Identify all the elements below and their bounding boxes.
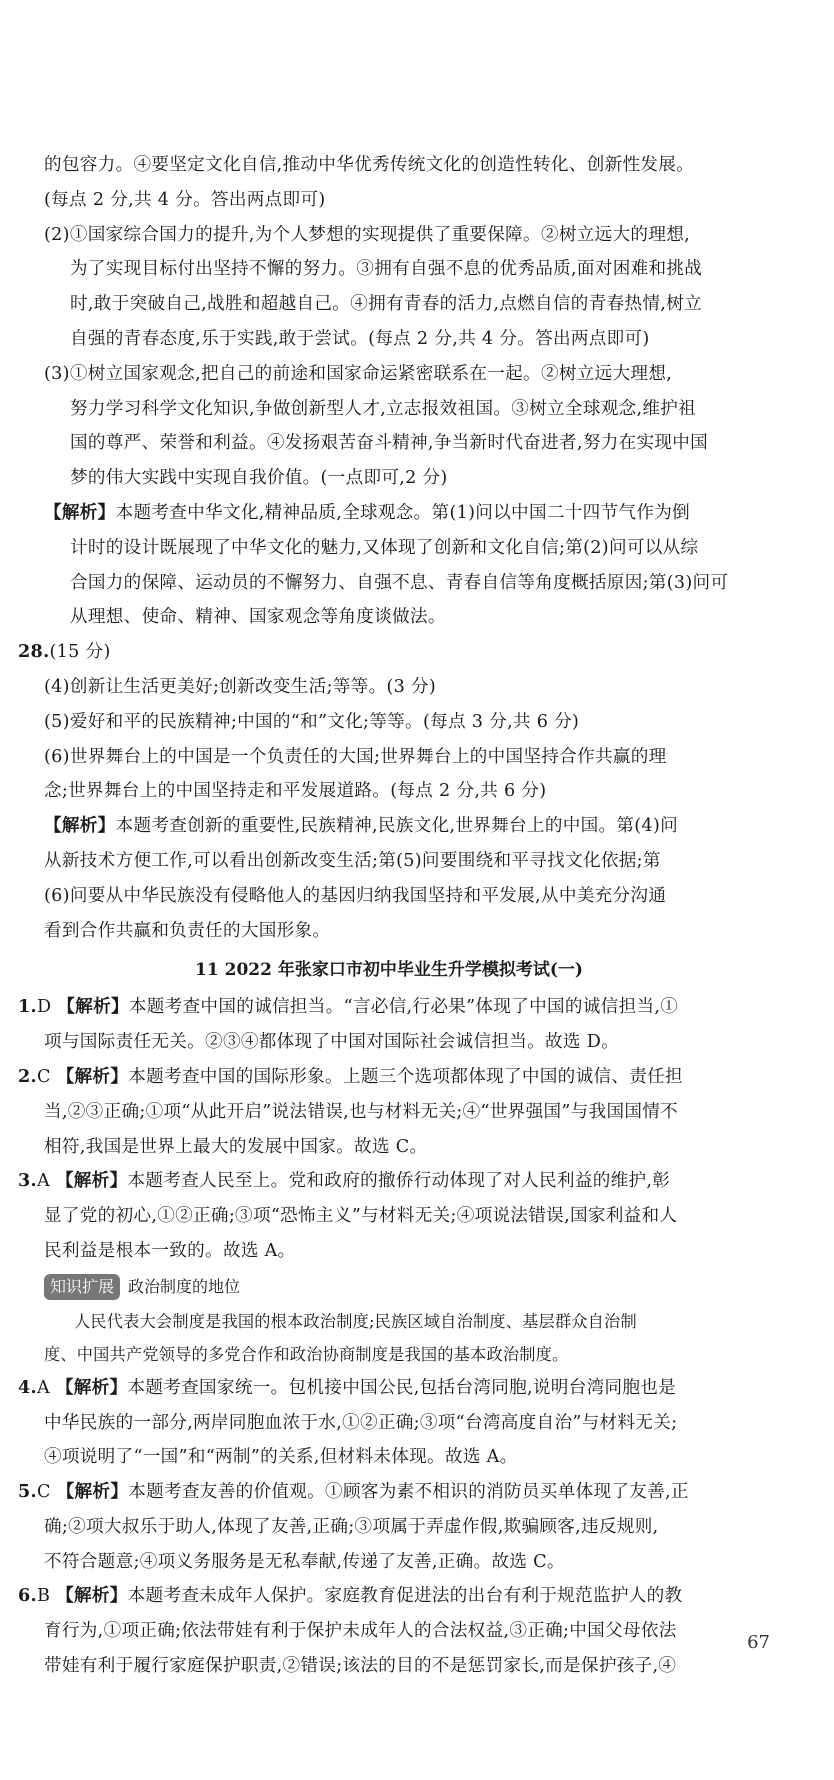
answer-item [18, 990, 734, 1025]
answer-item [18, 1371, 734, 1406]
answer-number: 6. [18, 1585, 37, 1607]
text-line: 的包容力。④要坚定文化自信,推动中华优秀传统文化的创造性转化、创新性发展。 [44, 155, 695, 175]
answer-choice: B [36, 1586, 51, 1607]
analysis-text: 本题考查国家统一。包机接中国公民,包括台湾同胞,说明台湾同胞也是 [127, 1377, 677, 1398]
text-line: 相符,我国是世界上最大的发展中国家。故选 C。 [44, 1136, 428, 1157]
text-line: 带娃有利于履行家庭保护职责,②错误;该法的目的不是惩罚家长,而是保护孩子,④ [44, 1656, 677, 1677]
text-line: 不符合题意;④项义务服务是无私奉献,传递了友善,正确。故选 C。 [44, 1551, 565, 1572]
text-line: (6)世界舞台上的中国是一个负责任的大国;世界舞台上的中国坚持合作共赢的理 [44, 746, 667, 767]
text-line: 时,敢于突破自己,战胜和超越自己。④拥有青春的活力,点燃自信的青春热情,树立 [70, 294, 702, 315]
answer-choice: C [36, 1482, 51, 1503]
text-line: 当,②③正确;①项“从此开启”说法错误,也与材料无关;④“世界强国”与我国国情不 [44, 1101, 679, 1122]
answer-block-28 [18, 635, 734, 948]
page-number: 67 [747, 1632, 770, 1653]
analysis-text: 本题考查人民至上。党和政府的撤侨行动体现了对人民利益的维护,彰 [127, 1171, 671, 1192]
knowledge-extension [44, 1269, 734, 1371]
analysis-tag: 【解析】 [44, 501, 116, 523]
text-line: 显了党的初心,①②正确;③项“恐怖主义”与材料无关;④项说法错误,国家利益和人 [44, 1206, 678, 1227]
answers-1-3 [18, 990, 734, 1268]
answer-choice: A [36, 1377, 50, 1398]
answer-number: 5. [18, 1481, 37, 1503]
answer-number: 3. [18, 1170, 37, 1192]
analysis-paragraph [44, 496, 734, 531]
answer-number: 2. [18, 1065, 37, 1087]
text-line: 国的尊严、荣誉和利益。④发扬艰苦奋斗精神,争当新时代奋进者,努力在实现中国 [70, 433, 709, 454]
analysis-text: 本题考查创新的重要性,民族精神,民族文化,世界舞台上的中国。第(4)问 [115, 816, 678, 837]
knowledge-header [44, 1269, 734, 1305]
analysis-tag: 【解析】 [44, 815, 116, 837]
text-line: 计时的设计既展现了中华文化的魅力,又体现了创新和文化自信;第(2)问可以从综 [70, 537, 699, 558]
answer-number: 1. [18, 996, 37, 1018]
text-line: 努力学习科学文化知识,争做创新型人才,立志报效祖国。③树立全球观念,维护祖 [70, 398, 697, 419]
knowledge-line: 人民代表大会制度是我国的根本政治制度;民族区域自治制度、基层群众自治制 [74, 1311, 637, 1331]
text-line: 自强的青春态度,乐于实践,敢于尝试。(每点 2 分,共 4 分。答出两点即可) [70, 328, 650, 349]
text-line: (6)问要从中华民族没有侵略他人的基因归纳我国坚持和平发展,从中美充分沟通 [44, 885, 667, 906]
text-line: 项与国际责任无关。②③④都体现了中国对国际社会诚信担当。故选 D。 [44, 1032, 620, 1053]
answer-block-27 [44, 148, 734, 635]
knowledge-title: 政治制度的地位 [128, 1276, 241, 1296]
text-line: 从理想、使命、精神、国家观念等角度谈做法。 [70, 607, 446, 628]
text-line: 从新技术方便工作,可以看出创新改变生活;第(5)问要围绕和平寻找文化依据;第 [44, 850, 661, 871]
text-line: 育行为,①项正确;依法带娃有利于保护未成年人的合法权益,③正确;中国父母依法 [44, 1621, 677, 1642]
analysis-tag: 【解析】 [56, 1065, 129, 1087]
knowledge-badge: 知识扩展 [44, 1274, 120, 1300]
text-line: (5)爱好和平的民族精神;中国的“和”文化;等等。(每点 3 分,共 6 分) [44, 711, 580, 732]
analysis-tag: 【解析】 [55, 1376, 128, 1398]
answer-number: 4. [18, 1376, 37, 1398]
question-number: 28. [18, 641, 50, 663]
text-line: 梦的伟大实践中实现自我价值。(一点即可,2 分) [70, 468, 448, 489]
text-line: (4)创新让生活更美好;创新改变生活;等等。(3 分) [44, 676, 437, 697]
analysis-text: 本题考查中国的国际形象。上题三个选项都体现了中国的诚信、责任担 [128, 1066, 683, 1087]
answer-choice: D [36, 997, 52, 1018]
analysis-text: 本题考查中国的诚信担当。“言必信,行必果”体现了中国的诚信担当,① [128, 997, 679, 1018]
text-line: 为了实现目标付出坚持不懈的努力。③拥有自强不息的优秀品质,面对困难和挑战 [70, 259, 703, 280]
analysis-tag: 【解析】 [57, 996, 129, 1018]
answer-item [18, 1579, 734, 1614]
answer-item [18, 1475, 734, 1510]
text-line: 念;世界舞台上的中国坚持走和平发展道路。(每点 2 分,共 6 分) [44, 781, 547, 802]
answer-item [18, 1164, 734, 1199]
analysis-tag: 【解析】 [56, 1585, 128, 1607]
knowledge-line: 度、中国共产党领导的多党合作和政治协商制度是我国的基本政治制度。 [44, 1344, 569, 1364]
text-line: 合国力的保障、运动员的不懈努力、自强不息、青春自信等角度概括原因;第(3)问可 [70, 572, 729, 593]
text-line: (每点 2 分,共 4 分。答出两点即可) [44, 189, 326, 210]
answer-item [18, 1060, 734, 1095]
page-content [18, 148, 734, 1684]
text-line: 确;②项大叔乐于助人,体现了友善,正确;③项属于弄虚作假,欺骗顾客,违反规则, [44, 1516, 659, 1537]
answer-choice: A [36, 1171, 50, 1192]
analysis-text: 本题考查友善的价值观。①顾客为素不相识的消防员买单体现了友善,正 [128, 1482, 689, 1503]
analysis-tag: 【解析】 [55, 1170, 128, 1192]
analysis-paragraph [18, 809, 734, 844]
section-heading: 11 2022 年张家口市初中毕业生升学模拟考试(一) [195, 960, 583, 981]
question-header [18, 635, 734, 670]
answers-4-6 [18, 1371, 734, 1684]
text-line: 中华民族的一部分,两岸同胞血浓于水,①②正确;③项“台湾高度自治”与材料无关; [44, 1412, 678, 1433]
analysis-text: 本题考查未成年人保护。家庭教育促进法的出台有利于规范监护人的教 [127, 1586, 683, 1607]
analysis-tag: 【解析】 [56, 1481, 129, 1503]
analysis-text: 本题考查中华文化,精神品质,全球观念。第(1)问以中国二十四节气作为倒 [115, 502, 691, 523]
text-line: 看到合作共赢和负责任的大国形象。 [44, 920, 331, 941]
question-score: (15 分) [49, 642, 111, 663]
answer-choice: C [36, 1066, 51, 1087]
text-line: 民利益是根本一致的。故选 A。 [44, 1240, 296, 1261]
text-line: (2)①国家综合国力的提升,为个人梦想的实现提供了重要保障。②树立远大的理想, [44, 224, 690, 245]
text-line: (3)①树立国家观念,把自己的前途和国家命运紧密联系在一起。②树立远大理想, [44, 363, 673, 384]
text-line: ④项说明了“一国”和“两制”的关系,但材料未体现。故选 A。 [44, 1447, 518, 1468]
